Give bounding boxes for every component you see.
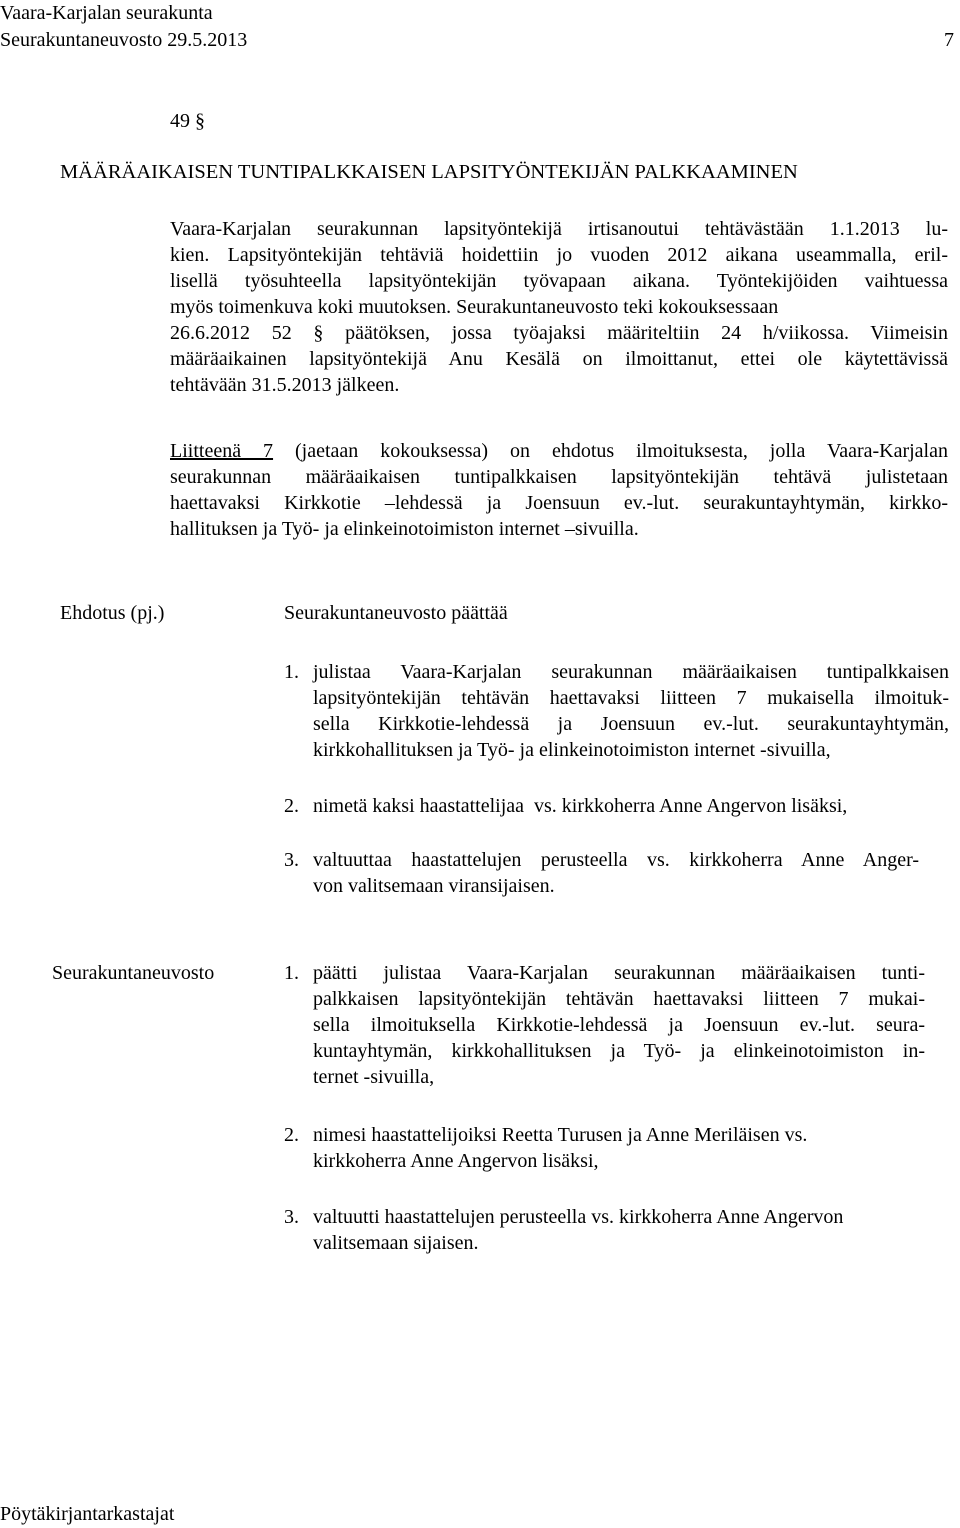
item-number: 2.: [284, 795, 299, 817]
item-line: lapsityöntekijän tehtävän haettavaksi liitteen 7 mukaisella ilmoituk-: [313, 687, 949, 709]
item-number: 2.: [284, 1124, 299, 1146]
item-line: ternet -sivuilla,: [313, 1066, 435, 1088]
item-line: sella ilmoituksella Kirkkotie-lehdessä ja Joensuun ev.-lut. seura-: [313, 1014, 925, 1036]
page-number: 7: [944, 29, 954, 51]
item-line: von valitsemaan viransijaisen.: [313, 875, 555, 897]
item-line: nimesi haastattelijoiksi Reetta Turusen ja Anne Meriläisen vs.: [313, 1124, 808, 1146]
decision-label: Seurakuntaneuvosto: [52, 962, 215, 984]
item-line: nimetä kaksi haastattelijaa vs. kirkkoherra Anne Angervon lisäksi,: [313, 795, 848, 817]
paragraph-text: (jaetaan kokouksessa) on ehdotus ilmoituksesta, jolla Vaara-Karjalan: [273, 440, 948, 462]
paragraph-line: lisellä työsuhteella lapsityöntekijän työvapaan aikana. Työntekijöiden vaihtuessa: [170, 270, 948, 292]
paragraph-line: [170, 438, 948, 464]
item-line: valtuuttaa haastattelujen perusteella vs. kirkkoherra Anne Anger-: [313, 849, 919, 871]
item-line: valtuutti haastattelujen perusteella vs. kirkkoherra Anne Angervon: [313, 1206, 844, 1228]
paragraph-line: määräaikainen lapsityöntekijä Anu Kesälä on ilmoittanut, ettei ole käytettävissä: [170, 348, 948, 370]
item-line: sella Kirkkotie-lehdessä ja Joensuun ev.-lut. seurakuntayhtymän,: [313, 713, 949, 735]
attachment-link[interactable]: Liitteenä 7: [170, 440, 274, 462]
paragraph-line: 26.6.2012 52 § päätöksen, jossa työajaksi määriteltiin 24 h/viikossa. Viimeisin: [170, 322, 948, 344]
paragraph-line: seurakunnan määräaikaisen tuntipalkkaisen lapsityöntekijän tehtävä julistetaan: [170, 466, 948, 488]
paragraph-line: hallituksen ja Työ- ja elinkeinotoimiston internet –sivuilla.: [170, 518, 639, 540]
section-number: 49 §: [170, 110, 205, 132]
paragraph-line: haettavaksi Kirkkotie –lehdessä ja Joensuun ev.-lut. seurakuntayhtymän, kirkko-: [170, 492, 948, 514]
item-number: 1.: [284, 962, 299, 984]
header-org: Vaara-Karjalan seurakunta: [0, 2, 213, 24]
item-line: päätti julistaa Vaara-Karjalan seurakunnan määräaikaisen tunti-: [313, 962, 925, 984]
item-line: julistaa Vaara-Karjalan seurakunnan määräaikaisen tuntipalkkaisen: [313, 661, 949, 683]
item-line: palkkaisen lapsityöntekijän tehtävän haettavaksi liitteen 7 mukai-: [313, 988, 925, 1010]
paragraph-line: tehtävään 31.5.2013 jälkeen.: [170, 374, 400, 396]
footer-label: Pöytäkirjantarkastajat: [0, 1503, 175, 1525]
section-title: MÄÄRÄAIKAISEN TUNTIPALKKAISEN LAPSITYÖNTEKIJÄN PALKKAAMINEN: [60, 161, 798, 183]
item-number: 3.: [284, 1206, 299, 1228]
item-number: 3.: [284, 849, 299, 871]
item-line: kuntayhtymän, kirkkohallituksen ja Työ- ja elinkeinotoimiston in-: [313, 1040, 925, 1062]
item-number: 1.: [284, 661, 299, 683]
header-meeting: Seurakuntaneuvosto 29.5.2013: [0, 29, 248, 51]
paragraph-line: Vaara-Karjalan seurakunnan lapsityöntekijä irtisanoutui tehtävästään 1.1.2013 lu-: [170, 218, 948, 240]
item-line: kirkkohallituksen ja Työ- ja elinkeinotoimiston internet -sivuilla,: [313, 739, 831, 761]
proposal-intro: Seurakuntaneuvosto päättää: [284, 602, 508, 624]
item-line: kirkkoherra Anne Angervon lisäksi,: [313, 1150, 599, 1172]
paragraph-line: myös toimenkuva koki muutoksen. Seurakuntaneuvosto teki kokouksessaan: [170, 296, 779, 318]
proposal-label: Ehdotus (pj.): [60, 602, 165, 624]
paragraph-line: kien. Lapsityöntekijän tehtäviä hoidettiin jo vuoden 2012 aikana useammalla, eril-: [170, 244, 948, 266]
item-line: valitsemaan sijaisen.: [313, 1232, 479, 1254]
